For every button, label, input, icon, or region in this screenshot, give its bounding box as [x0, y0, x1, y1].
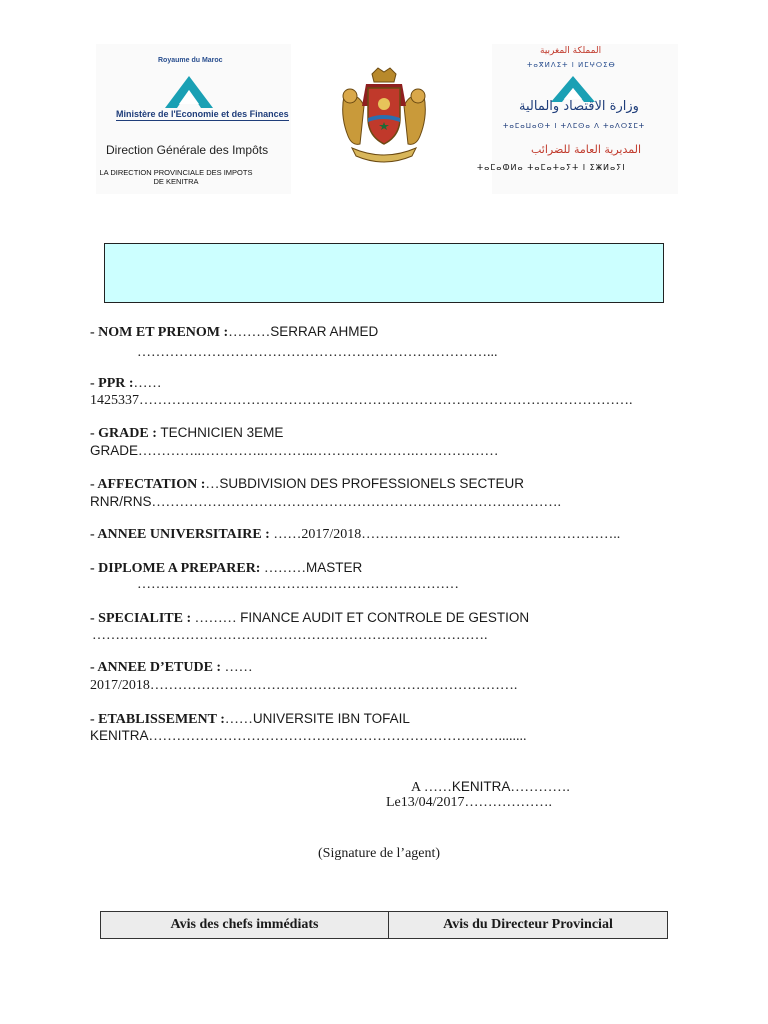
- field-annee-etude: - ANNEE D’ETUDE : ……: [90, 660, 253, 675]
- kingdom-label: Royaume du Maroc: [158, 57, 223, 64]
- value-annee-etude: 2017/2018: [90, 678, 150, 693]
- field-diplome: - DIPLOME A PREPARER: ………MASTER: [90, 560, 363, 576]
- field-affectation: - AFFECTATION :…SUBDIVISION DES PROFESSIONELS SECTEUR: [90, 476, 524, 492]
- value-affectation-line: RNR/RNS…………………………………………………………………………….: [90, 494, 562, 510]
- field-etablissement: - ETABLISSEMENT :……UNIVERSITE IBN TOFAIL: [90, 711, 410, 727]
- signature-place: A ……KENITRA………….: [411, 779, 570, 795]
- ministry-emblem-icon: [165, 76, 213, 108]
- dots-diplome: ……………………………………………………………: [137, 577, 459, 592]
- kingdom-arabic: المملكة المغربية: [540, 46, 602, 56]
- value-etablissement-2: KENITRA: [90, 728, 149, 743]
- avis-directeur-cell: Avis du Directeur Provincial: [389, 912, 668, 939]
- value-place: KENITRA: [451, 779, 511, 794]
- field-annee-universitaire: - ANNEE UNIVERSITAIRE : ……2017/2018………………………………………………..: [90, 527, 621, 542]
- direction-arabic: المديرية العامة للضرائب: [531, 143, 641, 156]
- signature-caption: (Signature de l’agent): [318, 846, 441, 861]
- value-grade-2: GRADE: [90, 443, 139, 458]
- title-box: [104, 243, 664, 303]
- direction-tifinagh: ⵜⴰⵎⴰⵀⵍⴰ ⵜⴰⵎⴰⵜⴰⵢⵜ ⵏ ⵉⵥⵍⴰⵢⵏ: [477, 163, 626, 172]
- table-row: [101, 912, 668, 939]
- royal-coat-of-arms-icon: [338, 66, 430, 164]
- value-annee-universitaire: 2017/2018: [301, 527, 362, 542]
- avis-table: [100, 911, 668, 939]
- value-date: 13/04/2017: [400, 795, 465, 810]
- dots-nom-prenom: …………………………………………………………………...: [137, 345, 498, 360]
- value-grade-line: GRADE…………..…………..………..………………….………………: [90, 443, 499, 459]
- dgi-name: Direction Générale des Impôts: [106, 143, 269, 157]
- value-etablissement-line: KENITRA…………………………………………………………………........: [90, 728, 527, 744]
- value-specialite: FINANCE AUDIT ET CONTROLE DE GESTION: [240, 610, 530, 625]
- value-ppr: 1425337: [90, 393, 139, 408]
- value-ppr-line: 1425337…………………………………………………………………………………………….: [90, 393, 633, 408]
- value-affectation-1: SUBDIVISION DES PROFESSIONELS SECTEUR: [219, 476, 524, 491]
- field-specialite: - SPECIALITE : ……… FINANCE AUDIT ET CONTROLE DE GESTION: [90, 610, 530, 626]
- field-ppr: - PPR :……: [90, 376, 162, 391]
- kingdom-tifinagh: ⵜⴰⴳⵍⴷⵉⵜ ⵏ ⵍⵎⵖⵔⵉⴱ: [527, 61, 616, 69]
- ministry-arabic: وزارة الاقتصاد والمالية: [519, 99, 639, 114]
- dots-specialite: ………………………………………………………………………….: [92, 628, 488, 643]
- value-annee-etude-line: 2017/2018…………………………………………………………………….: [90, 678, 518, 693]
- ministry-name: Ministère de l'Economie et des Finances: [116, 109, 289, 119]
- avis-chefs-cell: Avis des chefs immédiats: [101, 912, 389, 939]
- provincial-direction: LA DIRECTION PROVINCIALE DES IMPOTS DE KENITRA: [99, 168, 253, 186]
- value-nom-prenom: SERRAR AHMED: [270, 324, 379, 339]
- field-nom-prenom: - NOM ET PRENOM :………SERRAR AHMED: [90, 324, 379, 340]
- value-affectation-2: RNR/RNS: [90, 494, 152, 509]
- signature-date: Le13/04/2017……………….: [386, 795, 553, 810]
- value-diplome: MASTER: [305, 560, 363, 575]
- ministry-tifinagh: ⵜⴰⵎⴰⵡⴰⵙⵜ ⵏ ⵜⴷⵎⵙⴰ ⴷ ⵜⴰⴷⵔⵉⵎⵜ: [503, 122, 646, 130]
- field-grade: - GRADE : TECHNICIEN 3EME: [90, 425, 284, 441]
- value-grade-1: TECHNICIEN 3EME: [156, 425, 284, 440]
- value-etablissement-1: UNIVERSITE IBN TOFAIL: [252, 711, 410, 726]
